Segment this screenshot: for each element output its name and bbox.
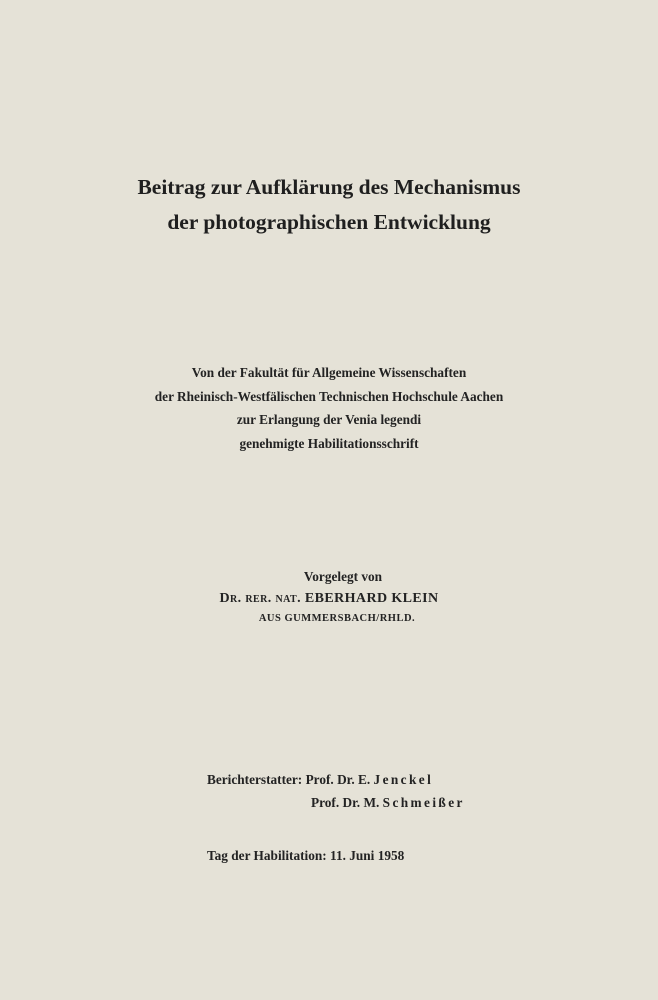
author-name: Dr. rer. nat. EBERHARD KLEIN xyxy=(219,591,439,606)
author-origin: AUS GUMMERSBACH/RHLD. xyxy=(258,613,416,624)
habilitation-date-line xyxy=(207,846,404,866)
title-line-1: Beitrag zur Aufklärung des Mechanismus xyxy=(137,175,521,199)
faculty-statement xyxy=(0,361,658,455)
document-title xyxy=(0,170,658,240)
reviewers-label: Berichterstatter: xyxy=(207,772,303,787)
faculty-line-1: Von der Fakultät für Allgemeine Wissenschaften xyxy=(191,365,467,380)
reviewer-row-1 xyxy=(207,768,465,791)
presented-by-block xyxy=(0,566,658,628)
faculty-line-4: genehmigte Habilitationsschrift xyxy=(239,435,419,451)
reviewer-2-title: Prof. Dr. M. xyxy=(311,795,380,810)
reviewers-block xyxy=(207,768,465,814)
title-line-2: der photographischen Entwicklung xyxy=(167,210,491,234)
reviewer-row-2 xyxy=(207,791,465,814)
presented-label: Vorgelegt von xyxy=(303,569,383,584)
reviewer-1-name: Jenckel xyxy=(373,772,434,787)
habilitation-label: Tag der Habilitation: xyxy=(207,848,327,863)
habilitation-date: 11. Juni 1958 xyxy=(330,848,405,863)
faculty-line-3: zur Erlangung der Venia legendi xyxy=(236,412,422,427)
reviewer-1-title: Prof. Dr. E. xyxy=(305,772,371,787)
reviewer-2-name: Schmeißer xyxy=(382,795,465,810)
faculty-line-2: der Rheinisch-Westfälischen Technischen Hochschule Aachen xyxy=(154,388,504,404)
